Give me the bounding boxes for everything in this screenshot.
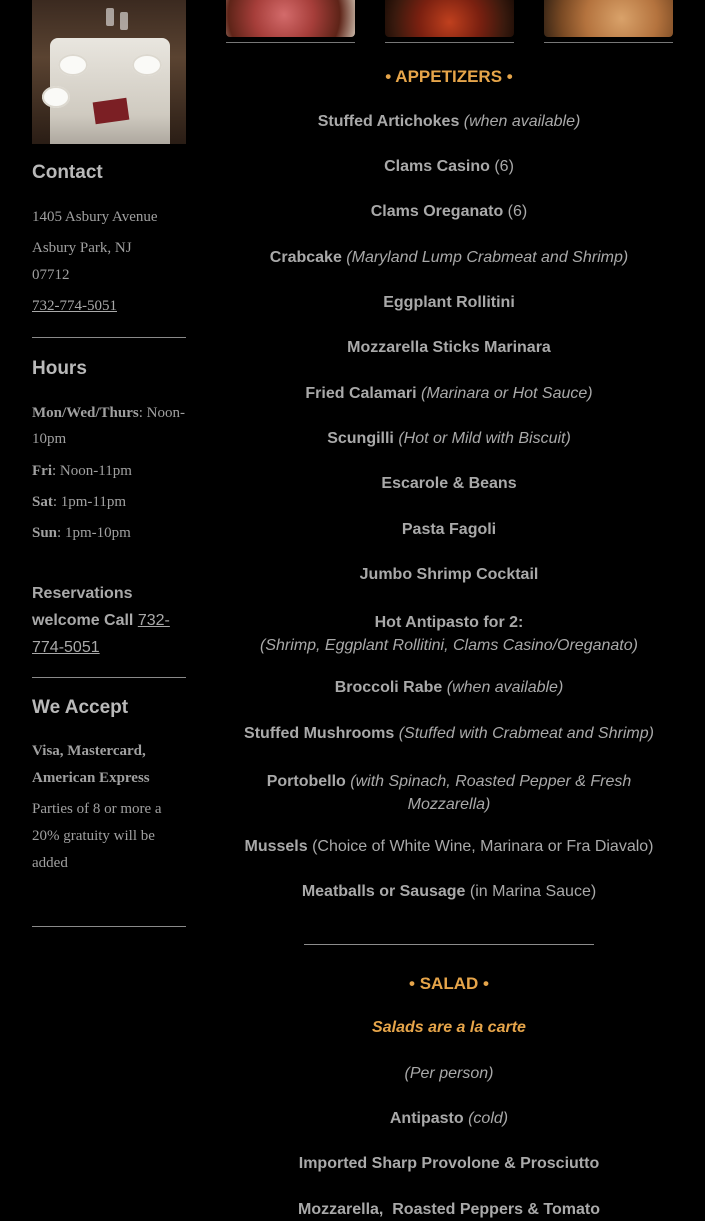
hours-time: : 1pm-10pm — [57, 525, 131, 541]
glass-image-detail — [120, 12, 128, 30]
hours-fri — [32, 458, 186, 485]
item-name: Stuffed Artichokes — [317, 113, 460, 130]
item-detail: (when available) — [442, 679, 564, 696]
divider — [32, 337, 186, 338]
hours-day: Sat — [32, 494, 53, 510]
menu-item — [226, 1110, 672, 1128]
menu-item — [226, 838, 672, 856]
menu-item — [226, 294, 672, 312]
menu-card-image-detail — [93, 98, 130, 125]
menu-item — [226, 883, 672, 901]
item-name: Imported Sharp Provolone & Prosciutto — [298, 1155, 600, 1172]
item-detail: (cold) — [463, 1110, 509, 1127]
hours-time: : Noon-10pm — [32, 405, 185, 447]
menu-item — [226, 339, 672, 357]
menu-item — [226, 725, 672, 743]
phone-link[interactable]: 732-774-5051 — [32, 298, 117, 314]
menu-item — [226, 1201, 672, 1219]
we-accept-heading: We Accept — [32, 697, 129, 718]
item-detail: (Hot or Mild with Biscuit) — [393, 430, 571, 447]
address-line-3: 07712 — [32, 267, 70, 283]
item-detail: (Shrimp, Eggplant Rollitini, Clams Casino/Oreganato) — [260, 637, 638, 654]
prime-rib-photo — [226, 0, 355, 37]
thumb-divider — [385, 42, 514, 43]
item-detail: (Marinara or Hot Sauce) — [416, 385, 593, 402]
item-detail: (6) — [489, 158, 514, 175]
item-name: Stuffed Mushrooms — [244, 725, 395, 742]
item-name: Mussels — [244, 838, 308, 855]
item-detail: (6) — [503, 203, 528, 220]
hours-sat — [32, 489, 186, 516]
thumb-divider — [226, 42, 355, 43]
hours-day: Sun — [32, 525, 58, 541]
menu-item — [226, 521, 672, 539]
item-name: Hot Antipasto for 2: — [374, 614, 524, 631]
menu-item — [226, 566, 672, 584]
menu-item — [226, 679, 672, 697]
menu-item — [226, 249, 672, 267]
divider — [32, 926, 186, 927]
item-name: Crabcake — [269, 249, 342, 266]
item-name: Broccoli Rabe — [334, 679, 443, 696]
hours-heading: Hours — [32, 358, 87, 379]
contact-heading: Contact — [32, 162, 103, 183]
item-name: Eggplant Rollitini — [383, 294, 515, 311]
menu-item — [226, 770, 672, 816]
reservations-phone-link[interactable]: 732-774-5051 — [32, 612, 170, 656]
item-detail: (with Spinach, Roasted Pepper & Fresh Mozzarella) — [345, 773, 632, 813]
item-name: Antipasto — [389, 1110, 464, 1127]
restaurant-table-photo — [32, 0, 186, 144]
divider — [32, 677, 186, 678]
item-detail: (in Marina Sauce) — [465, 883, 597, 900]
salad-note: Salads are a la carte — [372, 1019, 526, 1036]
hours-day: Mon/Wed/Thurs — [32, 405, 139, 421]
item-name: Mozzarella, Roasted Peppers & Tomato — [298, 1201, 600, 1218]
hours-time: : 1pm-11pm — [52, 494, 127, 510]
item-name: Meatballs or Sausage — [301, 883, 466, 900]
item-name: Portobello — [266, 773, 346, 790]
menu-item — [226, 113, 672, 131]
item-name: Fried Calamari — [305, 385, 417, 402]
item-detail: (Stuffed with Crabmeat and Shrimp) — [394, 725, 654, 742]
appetizers-title: • APPETIZERS • — [385, 67, 513, 86]
address-line-1: 1405 Asbury Avenue — [32, 209, 158, 225]
hours-monwedthurs — [32, 400, 186, 452]
reservations-note — [32, 580, 186, 661]
item-detail: (Maryland Lump Crabmeat and Shrimp) — [341, 249, 629, 266]
item-name: Pasta Fagoli — [401, 521, 497, 538]
address-line-2: Asbury Park, NJ — [32, 240, 132, 256]
item-name: Clams Casino — [384, 158, 490, 175]
item-detail: (Choice of White Wine, Marinara or Fra Diavalo) — [307, 838, 654, 855]
item-name: Scungilli — [327, 430, 394, 447]
hours-day: Fri — [32, 463, 52, 479]
item-name: Escarole & Beans — [381, 475, 517, 492]
menu-item — [226, 430, 672, 448]
menu-item — [226, 385, 672, 403]
menu-item — [226, 158, 672, 176]
section-divider — [304, 944, 594, 945]
menu-item — [226, 475, 672, 493]
plate-image-detail — [42, 86, 70, 108]
accepted-cards: Visa, Mastercard, American Express — [32, 743, 150, 786]
gratuity-note: Parties of 8 or more a 20% gratuity will be added — [32, 801, 162, 871]
salad-title: • SALAD • — [409, 974, 489, 993]
thumb-divider — [544, 42, 673, 43]
seafood-dish-photo — [544, 0, 673, 37]
item-detail: (when available) — [459, 113, 581, 130]
menu-item — [226, 203, 672, 221]
menu-item — [226, 611, 672, 657]
glass-image-detail — [106, 8, 114, 26]
menu-item — [226, 1155, 672, 1173]
plate-image-detail — [132, 54, 162, 76]
item-name: Jumbo Shrimp Cocktail — [359, 566, 539, 583]
item-name: Clams Oreganato — [370, 203, 504, 220]
salad-per-person: (Per person) — [404, 1065, 494, 1082]
reservations-text: Reservations welcome Call — [32, 585, 134, 629]
lobster-photo — [385, 0, 514, 37]
hours-sun — [32, 520, 186, 547]
item-name: Mozzarella Sticks Marinara — [347, 339, 551, 356]
hours-time: : Noon-11pm — [52, 463, 132, 479]
plate-image-detail — [58, 54, 88, 76]
